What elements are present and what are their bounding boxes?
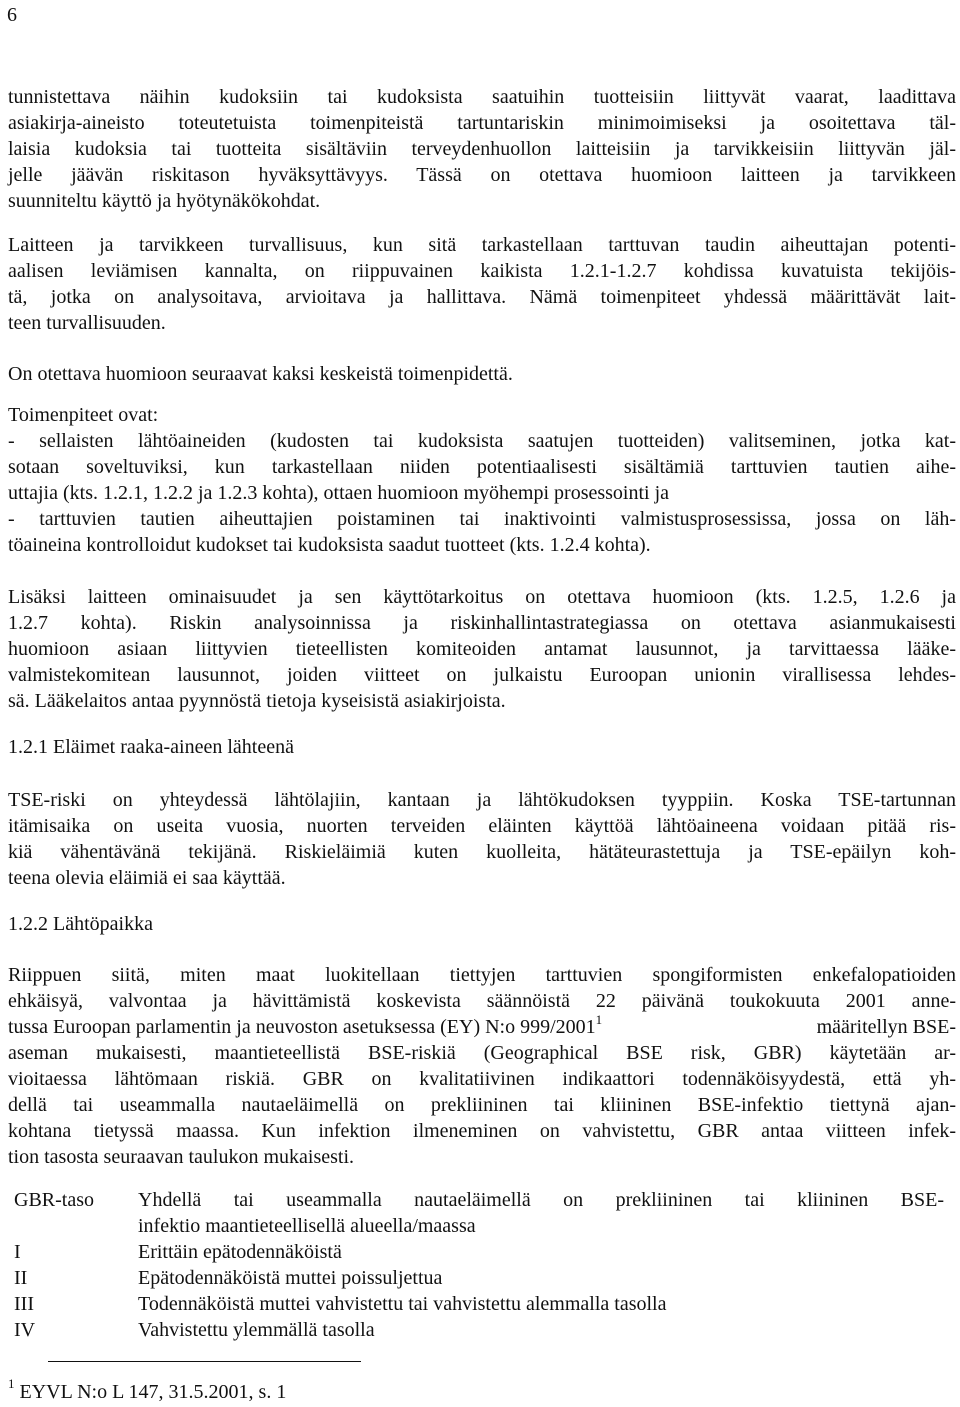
gbr-table bbox=[14, 1187, 944, 1343]
page-number: 6 bbox=[7, 4, 17, 26]
footnote-separator bbox=[48, 1361, 361, 1362]
text-line: töaineina kontrolloidut kudokset tai kudoksista saadut tuotteet (kts. 1.2.4 kohta). bbox=[8, 534, 651, 556]
table-cell-description: Erittäin epätodennäköistä bbox=[138, 1241, 342, 1263]
table-cell-description: Todennäköistä muttei vahvistettu tai vahvistettu alemmalla tasolla bbox=[138, 1293, 667, 1315]
paragraph-7 bbox=[8, 962, 956, 1170]
text-line: ehkäisyä, valvontaa ja hävittämistä koskevista säännöistä 22 päivänä toukokuuta 2001 anne- bbox=[8, 990, 956, 1012]
table-row bbox=[14, 1291, 944, 1317]
table-row bbox=[14, 1239, 944, 1265]
section-heading-1-2-1: 1.2.1 Eläimet raaka-aineen lähteenä bbox=[8, 736, 294, 758]
text-line: kohtana tietyssä maassa. Kun infektion ilmeneminen on vahvistettu, GBR antaa viitteen infek- bbox=[8, 1120, 956, 1142]
table-cell-level: II bbox=[14, 1267, 28, 1289]
table-cell-description: Epätodennäköistä muttei poissuljettua bbox=[138, 1267, 443, 1289]
text-line: aseman mukaisesti, maantieteellistä BSE-riskiä (Geographical BSE risk, GBR) käytetään ar- bbox=[8, 1042, 956, 1064]
text-line: Riippuen siitä, miten maat luokitellaan tiettyjen tarttuvien spongiformisten enkefalopatioiden bbox=[8, 964, 956, 986]
text-line-start: tussa Euroopan parlamentin ja neuvoston asetuksessa (EY) N:o 999/2001 bbox=[8, 1016, 596, 1038]
text-line: - tarttuvien tautien aiheuttajien poistaminen tai inaktivointi valmistusprosessissa, jossa on läh- bbox=[8, 508, 956, 530]
text-line: sä. Lääkelaitos antaa pyynnöstä tietoja kyseisistä asiakirjoista. bbox=[8, 690, 506, 712]
text-line: Yhdellä tai useammalla nautaeläimellä on prekliininen tai kliininen BSE- bbox=[138, 1189, 944, 1211]
text-line: Toimenpiteet ovat: bbox=[8, 404, 159, 426]
paragraph-6 bbox=[8, 787, 956, 891]
table-header-level: GBR-taso bbox=[14, 1189, 94, 1211]
text-line: valmistekomitean lausunnot, joiden viitteet on julkaistu Euroopan unionin virallisessa lehdes- bbox=[8, 664, 956, 686]
paragraph-4 bbox=[8, 402, 956, 558]
footnote bbox=[8, 1376, 287, 1405]
text-line-end: määritellyn BSE- bbox=[816, 1016, 956, 1038]
text-line: asiakirja-aineisto toteutetuista toimenpiteistä tartuntariskin minimoimiseksi ja osoitettava täl- bbox=[8, 112, 956, 134]
text-line: TSE-riski on yhteydessä lähtölajiin, kantaan ja lähtökudoksen tyyppiin. Koska TSE-tartunnan bbox=[8, 789, 956, 811]
paragraph-5 bbox=[8, 584, 956, 714]
text-line: - sellaisten lähtöaineiden (kudosten tai kudoksista saatujen tuotteiden) valitseminen, jotka kat- bbox=[8, 430, 956, 452]
text-line: Laitteen ja tarvikkeen turvallisuus, kun sitä tarkastellaan tarttuvan taudin aiheuttajan potenti- bbox=[8, 234, 956, 256]
section-heading-1-2-2: 1.2.2 Lähtöpaikka bbox=[8, 913, 153, 935]
text-line: tion tasosta seuraavan taulukon mukaisesti. bbox=[8, 1146, 355, 1168]
table-cell-level: III bbox=[14, 1293, 34, 1315]
text-line-segment bbox=[8, 1014, 602, 1040]
table-header-row bbox=[14, 1187, 944, 1239]
text-line: jelle jäävän riskitason hyväksyttävyys. Tässä on otettava huomioon laitteen ja tarvikkeen bbox=[8, 164, 956, 186]
text-line: Lisäksi laitteen ominaisuudet ja sen käyttötarkoitus on otettava huomioon (kts. 1.2.5, 1.2.6 ja bbox=[8, 586, 956, 608]
text-line bbox=[8, 1014, 956, 1040]
table-cell-level: I bbox=[14, 1241, 21, 1263]
text-line: teena olevia eläimiä ei saa käyttää. bbox=[8, 867, 286, 889]
text-line: teen turvallisuuden. bbox=[8, 312, 166, 334]
paragraph-1 bbox=[8, 84, 956, 214]
table-header-description bbox=[138, 1187, 944, 1239]
text-line: tunnistettava näihin kudoksiin tai kudoksista saatuihin tuotteisiin liittyvät vaarat, laadittava bbox=[8, 86, 956, 108]
footnote-reference: 1 bbox=[595, 1012, 603, 1027]
text-line: itämisaika on useita vuosia, nuorten terveiden eläinten käyttöä lähtöaineena voidaan pitää ris- bbox=[8, 815, 956, 837]
table-cell-level: IV bbox=[14, 1319, 36, 1341]
text-line: 1.2.7 kohta). Riskin analysoinnissa ja riskinhallintastrategiassa on otettava asianmukaisesti bbox=[8, 612, 956, 634]
text-line: uttajia (kts. 1.2.1, 1.2.2 ja 1.2.3 kohta), ottaen huomioon myöhempi prosessointi ja bbox=[8, 482, 670, 504]
text-line: vioitaessa lähtömaan riskiä. GBR on kvalitatiivinen indikaattori todennäköisyydestä, että yh- bbox=[8, 1068, 956, 1090]
table-row bbox=[14, 1317, 944, 1343]
text-line: kiä vähentävänä tekijänä. Riskieläimiä kuten kuolleita, hätäteurastettuja ja TSE-epäilyn koh- bbox=[8, 841, 956, 863]
text-line: On otettava huomioon seuraavat kaksi keskeistä toimenpidettä. bbox=[8, 363, 513, 385]
table-cell-description: Vahvistettu ylemmällä tasolla bbox=[138, 1319, 375, 1341]
text-line: infektio maantieteellisellä alueella/maassa bbox=[138, 1215, 476, 1237]
table-row bbox=[14, 1265, 944, 1291]
text-line: aalisen leviämisen kannalta, on riippuvainen kaikista 1.2.1-1.2.7 kohdissa kuvatuista tekijöis- bbox=[8, 260, 956, 282]
text-line: tä, jotka on analysoitava, arvioitava ja hallittava. Nämä toimenpiteet yhdessä määrittävät lait- bbox=[8, 286, 956, 308]
text-line: dellä tai useammalla nautaeläimellä on prekliininen tai kliininen BSE-infektio tiettynä ajan- bbox=[8, 1094, 956, 1116]
text-line: sotaan soveltuviksi, kun tarkastellaan niiden potentiaalisesti sisältämiä tarttuvien tautien aihe- bbox=[8, 456, 956, 478]
text-line: suunniteltu käyttö ja hyötynäkökohdat. bbox=[8, 190, 321, 212]
text-line: laisia kudoksia tai tuotteita sisältäviin terveydenhuollon laitteisiin ja tarvikkeisiin liittyvän jäl- bbox=[8, 138, 956, 160]
paragraph-3 bbox=[8, 361, 956, 387]
footnote-marker: 1 bbox=[8, 1376, 15, 1391]
footnote-text: EYVL N:o L 147, 31.5.2001, s. 1 bbox=[19, 1381, 287, 1403]
paragraph-2 bbox=[8, 232, 956, 336]
text-line: huomioon asiaan liittyvien tieteellisten komiteoiden antamat lausunnot, ja tarvittaessa lääke- bbox=[8, 638, 956, 660]
